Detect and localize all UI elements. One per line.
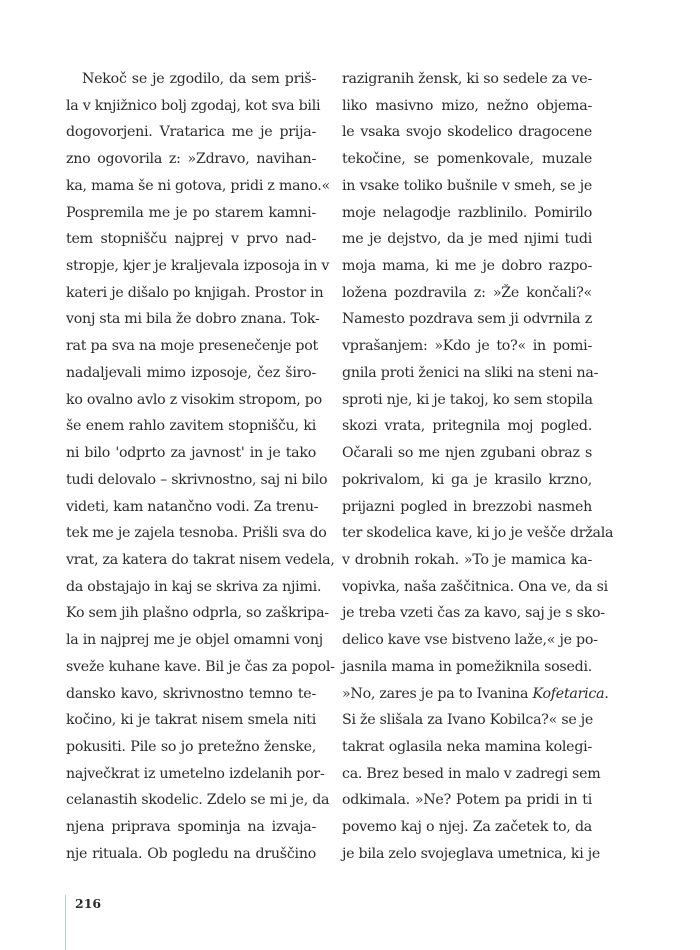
text-line: celanastih skodelic. Zdelo se mi je, da (66, 792, 330, 809)
text-line: dogovorjeni. Vratarica me je prija- (66, 124, 316, 141)
text-line: Očarali so me njen zgubani obraz s (342, 445, 592, 462)
text-line: odkimala. »Ne? Potem pa pridi in ti (342, 792, 592, 809)
text-line: razigranih žensk, ki so sedele za ve- (342, 71, 592, 87)
text-line: pokusiti. Pile so jo pretežno ženske, (66, 738, 316, 755)
text-line: nadaljevali mimo izposoje, čez širo- (66, 364, 316, 381)
text-segment: »No, zares je pa to Ivanina (342, 685, 533, 702)
text-line: videti, kam natančno vodi. Za trenu- (66, 498, 319, 515)
text-line: sproti nje, ki je takoj, ko sem stopila (342, 391, 593, 408)
text-line: največkrat iz umetelno izdelanih por- (66, 765, 325, 782)
text-line: nje rituala. Ob pogledu na druščino (66, 845, 316, 862)
text-line: da obstajajo in kaj se skriva za njimi. (66, 578, 322, 595)
text-line: ni bilo 'odprto za javnost' in je tako (66, 445, 316, 462)
text-line: še enem rahlo zavitem stopnišču, ki (66, 418, 316, 435)
text-line: ca. Brez besed in malo v zadregi sem (342, 765, 601, 782)
folio-rule (65, 895, 66, 950)
text-line: kočino, ki je takrat nisem smela niti (66, 712, 316, 729)
text-line: ter skodelica kave, ki jo je vešče držala (342, 525, 614, 542)
text-line: Namesto pozdrava sem ji odvrnila z (342, 311, 592, 328)
text-line: takrat oglasila neka mamina kolegi- (342, 738, 592, 755)
right-text-column (342, 66, 614, 868)
text-line: Si že slišala za Ivano Kobilca?« se je (342, 712, 594, 729)
text-line: in vsake toliko bušnile v smeh, se je (342, 177, 592, 194)
text-line: ka, mama še ni gotova, pridi z mano.« (66, 177, 330, 194)
text-line: Pospremila me je po starem kamni- (66, 204, 316, 221)
text-line: tek me je zajela tesnoba. Prišli sva do (66, 525, 327, 542)
text-line: delico kave vse bistveno laže,« je po- (342, 632, 598, 649)
text-line: njena priprava spominja na izvaja- (66, 819, 316, 836)
text-line: dansko kavo, skrivnostno temno te- (66, 685, 316, 702)
text-line: la in najprej me je objel omamni vonj (66, 632, 323, 649)
text-line: liko masivno mizo, nežno objema- (342, 97, 592, 114)
text-line: je bila zelo svojeglava umetnica, ki je (342, 845, 601, 862)
text-line: vprašanjem: »Kdo je to?« in pomi- (342, 338, 592, 355)
text-line: ko ovalno avlo z visokim stropom, po (66, 391, 322, 408)
text-segment: . (604, 685, 609, 702)
text-line: vrat, za katera do takrat nisem vedela, (66, 551, 335, 568)
text-line: tekočine, se pomenkovale, muzale (342, 151, 592, 168)
text-line (342, 681, 609, 708)
text-line: stropje, kjer je kraljevala izposoja in v (66, 258, 330, 275)
text-line: povemo kaj o njej. Za začetek to, da (342, 819, 592, 836)
text-line: rat pa sva na moje presenečenje pot (66, 338, 319, 355)
text-line: tudi delovalo – skrivnostno, saj ni bilo (66, 471, 328, 488)
text-line: gnila proti ženici na sliki na steni na- (342, 364, 599, 381)
text-line: jasnila mama in pomežiknila sosedi. (342, 658, 592, 675)
text-line: me je dejstvo, da je med njimi tudi (342, 231, 592, 248)
page-number: 216 (75, 896, 102, 911)
left-text-column (66, 66, 335, 868)
artwork-title: Kofetarica (532, 685, 605, 702)
text-line: pokrivalom, ki ga je krasilo krzno, (342, 471, 592, 488)
text-line: moje nelagodje razblinilo. Pomirilo (342, 204, 592, 221)
text-line: Ko sem jih plašno odprla, so zaškripa- (66, 605, 329, 622)
text-line: Nekoč se je zgodilo, da sem priš- (82, 71, 316, 87)
text-line: skozi vrata, pritegnila moj pogled. (342, 418, 592, 435)
text-line: v drobnih rokah. »To je mamica ka- (342, 551, 592, 568)
text-line: moja mama, ki me je dobro razpo- (342, 258, 592, 275)
text-line: zno ogovorila z: »Zdravo, navihan- (66, 151, 316, 168)
text-line: la v knjižnico bolj zgodaj, kot sva bili (66, 97, 321, 114)
text-line: ložena pozdravila z: »Že končali?« (342, 284, 592, 301)
text-line: prijazni pogled in brezzobi nasmeh (342, 498, 592, 515)
text-line: vopivka, naša zaščitnica. Ona ve, da si (342, 578, 608, 595)
text-line: je treba vzeti čas za kavo, saj je s sko- (342, 605, 605, 622)
text-line: tem stopnišču najprej v prvo nad- (66, 231, 316, 248)
text-line: le vsaka svojo skodelico dragocene (342, 124, 592, 141)
text-line: kateri je dišalo po knjigah. Prostor in (66, 284, 324, 301)
text-line: sveže kuhane kave. Bil je čas za popol- (66, 658, 335, 675)
text-line: vonj sta mi bila že dobro znana. Tok- (66, 311, 320, 328)
